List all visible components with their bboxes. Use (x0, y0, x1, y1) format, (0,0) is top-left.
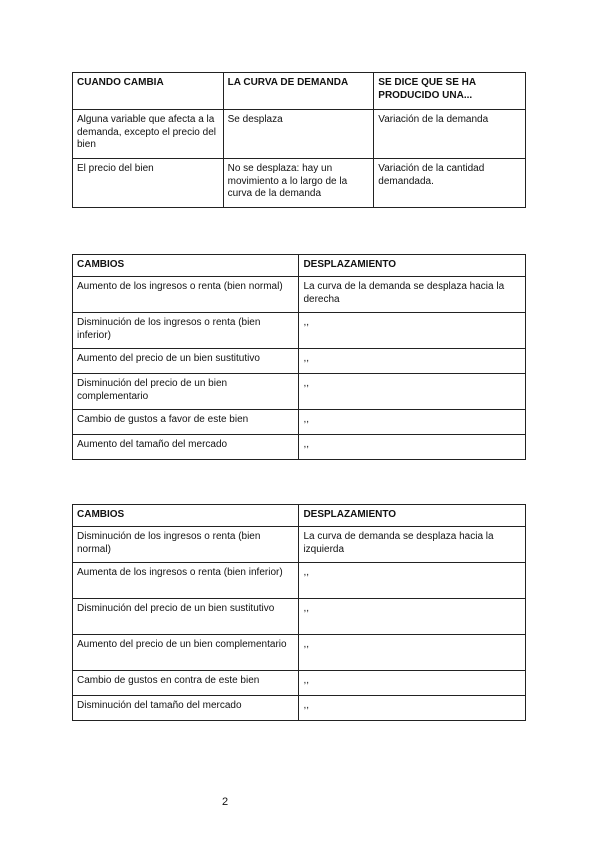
header-cell: DESPLAZAMIENTO (299, 505, 526, 527)
table-cell: ,, (299, 435, 526, 460)
table-cell: Alguna variable que afecta a la demanda, excepto el precio del bien (73, 110, 224, 159)
table-cell: Aumento del precio de un bien sustitutivo (73, 349, 299, 374)
table-cell: Se desplaza (223, 110, 374, 159)
header-cell: CAMBIOS (73, 255, 299, 277)
table-cell: ,, (299, 410, 526, 435)
table-cell: Disminución del tamaño del mercado (73, 696, 299, 721)
table-row (73, 410, 526, 435)
table-cell: Variación de la demanda (374, 110, 526, 159)
table-row (73, 635, 526, 671)
table-row (73, 159, 526, 208)
table-row (73, 313, 526, 349)
table-cell: Disminución del precio de un bien sustitutivo (73, 599, 299, 635)
table-cell: La curva de la demanda se desplaza hacia la derecha (299, 277, 526, 313)
table-cell: Disminución de los ingresos o renta (bien normal) (73, 527, 299, 563)
table-cell: Variación de la cantidad demandada. (374, 159, 526, 208)
page-number: 2 (221, 796, 229, 808)
table-cell: Cambio de gustos en contra de este bien (73, 671, 299, 696)
table-cell: No se desplaza: hay un movimiento a lo largo de la curva de la demanda (223, 159, 374, 208)
table-cell: Aumenta de los ingresos o renta (bien inferior) (73, 563, 299, 599)
table-row (73, 435, 526, 460)
table-row (73, 349, 526, 374)
table-row (73, 563, 526, 599)
header-cell: DESPLAZAMIENTO (299, 255, 526, 277)
table-cell: Cambio de gustos a favor de este bien (73, 410, 299, 435)
leftward-shift-table (72, 504, 526, 721)
table-cell: Aumento del precio de un bien complementario (73, 635, 299, 671)
header-cell: CUANDO CAMBIA (73, 73, 224, 110)
table-row (73, 277, 526, 313)
table-cell: Disminución del precio de un bien complementario (73, 374, 299, 410)
header-cell: SE DICE QUE SE HA PRODUCIDO UNA... (374, 73, 526, 110)
table-cell: ,, (299, 349, 526, 374)
table-header-row (73, 505, 526, 527)
table-cell: El precio del bien (73, 159, 224, 208)
rightward-shift-table (72, 254, 526, 460)
table-cell: La curva de demanda se desplaza hacia la izquierda (299, 527, 526, 563)
table-cell: ,, (299, 374, 526, 410)
table-cell: ,, (299, 671, 526, 696)
table-cell: Aumento de los ingresos o renta (bien normal) (73, 277, 299, 313)
table-row (73, 599, 526, 635)
table-cell: ,, (299, 696, 526, 721)
table-row (73, 527, 526, 563)
table-row (73, 374, 526, 410)
table-cell: Disminución de los ingresos o renta (bien inferior) (73, 313, 299, 349)
table-row (73, 671, 526, 696)
table-row (73, 696, 526, 721)
table-header-row (73, 255, 526, 277)
table-header-row (73, 73, 526, 110)
table-row (73, 110, 526, 159)
table-cell: ,, (299, 635, 526, 671)
header-cell: CAMBIOS (73, 505, 299, 527)
table-cell: ,, (299, 563, 526, 599)
table-cell: ,, (299, 599, 526, 635)
demand-change-table (72, 72, 526, 208)
header-cell: LA CURVA DE DEMANDA (223, 73, 374, 110)
table-cell: Aumento del tamaño del mercado (73, 435, 299, 460)
table-cell: ,, (299, 313, 526, 349)
